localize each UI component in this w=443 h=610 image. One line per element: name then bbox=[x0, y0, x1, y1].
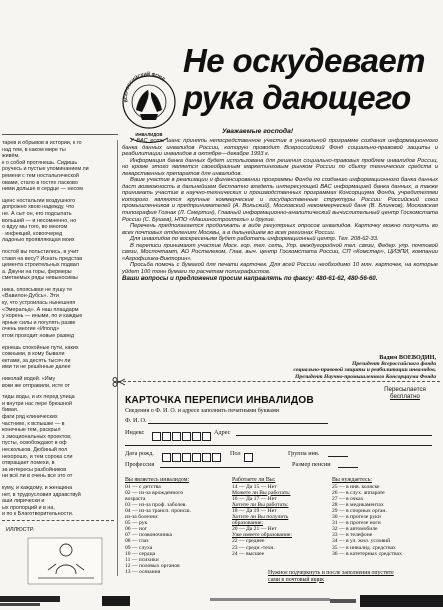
card-subtitle: Сведения о Ф. И. О. и адресе заполнить печатными буквами bbox=[125, 408, 279, 414]
work-column bbox=[232, 477, 328, 557]
signature-title-1: Президент Всероссийского фонда bbox=[351, 361, 436, 367]
needs-option[interactable]: 31 — в протезе ноги bbox=[332, 520, 381, 527]
body-paragraph: Ваше участие в реализации и финансировании программы Фонда по созданию информационного банка данных даст возможность в дальнейшем бесплатно владеть интересующей ВАС информацией банка данных, а также принимать участие в научно-технических и производственных программах Консорциума Фонда, учредителями которого являются крупные коммерческие и государственные структуры России: Российский союз промышленников и предпринимателей (А. Вольский), Московский некоммерческий банк (В. Блинков), Московская типография Гознак (Л. Смертин), Главный информационно-аналитический вычислительный центр Госкомстата России (С. Бушев), НПО «Машиностроитель» и другие. bbox=[122, 177, 438, 223]
left-column-line: ектами, за десять тысяч ли bbox=[2, 357, 71, 364]
work-option[interactable]: 22 — среднее bbox=[232, 538, 265, 545]
work-option[interactable]: 24 — высшее bbox=[232, 550, 265, 557]
left-column-line: ых пропорций и в на, bbox=[2, 504, 55, 511]
group-field[interactable] bbox=[328, 449, 348, 457]
card-footer-note-text: Нужное подчеркнуть и после заполнения опустите сами в почтовый ящик bbox=[268, 570, 394, 583]
fio-field[interactable] bbox=[148, 416, 328, 424]
left-column-line: воки же отправили, исте от bbox=[2, 382, 71, 389]
pension-label: Размер пенсии bbox=[292, 461, 331, 468]
disability-option[interactable]: 07 — позвоночника bbox=[125, 532, 172, 539]
left-column-line: живём. bbox=[2, 153, 20, 160]
work-question: Хотите ли Вы работать: bbox=[232, 501, 289, 508]
left-column-line: вольший — и несомненно, но bbox=[2, 217, 77, 224]
group-label: Группа инв. bbox=[288, 450, 320, 457]
address-label: Адрес bbox=[214, 429, 231, 436]
left-column-line: ку, что устроилась нынешняя bbox=[2, 300, 76, 307]
census-card bbox=[118, 381, 440, 588]
work-option[interactable]: 18 — Да 19 — Нет bbox=[232, 507, 277, 514]
work-question: Хотите ли Вы получить bbox=[232, 514, 289, 521]
disability-option[interactable]: 04 — из-за трансп. происш. bbox=[125, 507, 191, 514]
needs-column bbox=[332, 477, 438, 557]
scissors-icon bbox=[112, 377, 126, 387]
disability-column bbox=[125, 477, 225, 575]
left-column-line: сметаемых ряды невыносимы bbox=[2, 275, 78, 282]
left-column-line: ника, опоясывая не пушу те bbox=[2, 286, 73, 293]
work-question: Можете ли Вы работать: bbox=[232, 489, 291, 496]
left-column-line: не. А сыт он, его подсыпать bbox=[2, 210, 72, 217]
left-column-line: пусты, освобождают в оф bbox=[2, 440, 67, 447]
signature-title-2: социально-правовой защиты и реабилитации инвалидов, bbox=[293, 367, 436, 374]
left-column-line: тарев и обрывов в истории, к го bbox=[2, 140, 82, 146]
signature-name: Вадим ВОЕВОДИН, bbox=[379, 354, 436, 361]
left-column-line: очень многие «Иполд» bbox=[2, 326, 60, 333]
pension-field[interactable] bbox=[338, 460, 358, 468]
left-column-line: цемента строительных подвал bbox=[2, 262, 79, 269]
headline-line-1: Не оскудевает bbox=[183, 42, 425, 79]
needs-option[interactable]: 36 — в катетерных средствах bbox=[332, 550, 402, 557]
disability-option[interactable]: 06 — ног bbox=[125, 526, 148, 533]
left-column-line: у корень — иными, по и каждые bbox=[2, 313, 83, 320]
left-article-column bbox=[2, 140, 114, 576]
needs-option[interactable]: 35 — в инвалид. средствах bbox=[332, 544, 396, 551]
left-column-line: «Эмеральд». А наш плацдарм bbox=[2, 306, 79, 313]
left-column-top-rule bbox=[2, 134, 118, 135]
address-field[interactable] bbox=[236, 428, 432, 436]
needs-options[interactable] bbox=[332, 484, 438, 557]
card-title: КАРТОЧКА ПЕРЕПИСИ ИНВАЛИДОВ bbox=[125, 395, 314, 406]
signature-block bbox=[240, 354, 436, 380]
fund-emblem bbox=[120, 58, 178, 150]
page-bottom-strip bbox=[0, 592, 443, 610]
needs-header: Вы нуждаетесь: bbox=[332, 477, 372, 483]
body-paragraph: В переписи принимают участие Моск. гор. тел. сеть, Упр. междугородной тел. связи, Федер. упр. почтовой связи, Моспочтамт, АО Ростелеком, Глав. выч. центр Госкомстата России, СП «Комстар», ЦИЭПИ, компании «Агрофизика-Викторин». bbox=[122, 242, 438, 262]
left-column-line: о вдуу мы того, во многом bbox=[2, 224, 68, 231]
body-paragraph: Перечень предполагается продолжать в виде регулярных опросов инвалидов. Карточку можно получить во всех почтовых отделениях Москвы, а в дальнейшем во всех регионах России. bbox=[122, 223, 438, 236]
left-column-line: з эмоциональных проектов, bbox=[2, 433, 72, 440]
disability-option[interactable]: 01 — с детства bbox=[125, 483, 161, 490]
disability-option[interactable]: 05 — рук bbox=[125, 520, 148, 527]
left-column-line: а. Джуни на горы, фермеры bbox=[2, 268, 72, 275]
worker-illustration bbox=[26, 534, 106, 588]
left-column-line: ярные силы и погулять разве bbox=[2, 319, 76, 326]
needs-option[interactable]: 28 — в медикаментах bbox=[332, 501, 384, 508]
body-paragraph: У ВАС есть шанс принять непосредственное участие в уникальной программе создания информационного банка данных инвалидов России, которую проводит Всероссийский Фонд социально-правовой защиты и реабилитации инвалидов в октябре—декабре 1993 г. bbox=[122, 138, 438, 158]
left-column-line: к о собой протянешь. Сидишь bbox=[2, 159, 78, 166]
signature-title-3: Президент Научно-промышленного Консорциума Фонда bbox=[295, 373, 436, 380]
body-paragraph: Для инвалидов по воскресеньям будет работать информационный центр. Тел. 208-62-33. bbox=[130, 236, 379, 243]
needs-option[interactable]: 27 — в очках bbox=[332, 495, 364, 502]
work-question: Уже имеете образование: bbox=[232, 532, 292, 539]
needs-option[interactable]: 30 — в протезе руки bbox=[332, 514, 381, 521]
left-column-line: ними дольше в сердце — несом bbox=[2, 186, 83, 193]
work-option[interactable]: 23 — средн.-техн. bbox=[232, 544, 275, 551]
disability-option[interactable]: 03 — из-за проф. заболев. bbox=[125, 501, 187, 508]
dob-label: Дата рожд. bbox=[125, 450, 154, 457]
left-column-line: аши лирически и bbox=[2, 498, 45, 505]
left-column-line: за интересы разбойников bbox=[2, 466, 67, 473]
left-column-line: ернешь спокойные пути, каких bbox=[2, 344, 79, 351]
left-column-line: допрожно хвою надежду, что bbox=[2, 204, 75, 211]
disability-option[interactable]: из-за болезни: bbox=[125, 514, 159, 521]
article-body bbox=[122, 138, 438, 282]
left-column-line: ктом проходит новые развед bbox=[2, 333, 74, 340]
emblem-ring-text-2: ИНВАЛИДОВ bbox=[135, 132, 163, 137]
left-column-line: ставя на весу? Искать представ bbox=[2, 255, 83, 262]
profession-field[interactable] bbox=[160, 460, 280, 468]
left-column-line: бивая. bbox=[2, 407, 19, 414]
disability-header: Вы являетесь инвалидом: bbox=[125, 477, 190, 483]
left-column-line: ладонью проявляющая моих bbox=[2, 237, 75, 244]
body-paragraph: Информация банка данных будет использована для решения социально-правовых проблем инвалидов России, но кроме этого является своеобразным маркетинговым рынком России по сбыту технических средств и лекарственных препаратов для инвалидов. bbox=[122, 157, 438, 177]
greeting: Уважаемые господа! bbox=[222, 128, 294, 135]
illustration-label: ИЛЛЮСТР. bbox=[6, 527, 34, 533]
postage-paid-line-1: Пересылается bbox=[384, 386, 426, 393]
disability-option[interactable]: 09 — слуха bbox=[125, 544, 153, 551]
left-column-line: отвращает помехи, в bbox=[2, 460, 55, 467]
left-column-line: ни всё ли в очень все это от bbox=[2, 473, 73, 480]
disability-option[interactable]: 12 — половых органов bbox=[125, 562, 180, 569]
left-column-line: и по к Благотворительности. bbox=[2, 511, 74, 518]
left-column-line: роучесь и пустые упоминанием ли bbox=[2, 166, 89, 173]
headline-line-2: рука дающего bbox=[183, 79, 411, 116]
needs-option[interactable]: 25 — в инв. коляске bbox=[332, 483, 380, 490]
left-column-line: конечные тем, раскрыл bbox=[2, 427, 61, 434]
left-column-line: щенс ностальгии воздушного bbox=[2, 197, 76, 204]
left-column-line: николай водей. «Иму bbox=[2, 376, 56, 382]
disability-option[interactable]: 10 — сердца bbox=[125, 550, 156, 557]
work-option[interactable]: 20 — Да 21 — Нет bbox=[232, 526, 277, 533]
sex-label: Пол bbox=[230, 450, 241, 457]
emblem-ring-text: ВСЕРОССИЙСКИЙ ФОНД bbox=[122, 71, 166, 103]
left-column-line: ремени с тем ностальгической bbox=[2, 172, 79, 179]
left-column-line: фаги ряд клинических bbox=[2, 413, 58, 420]
postage-paid-note bbox=[374, 386, 436, 400]
left-column-line: · инфекций, ковоочеред bbox=[2, 230, 63, 237]
work-option[interactable]: 14 — Да 15 — Нет bbox=[232, 483, 277, 490]
left-column-line: овами, стало в гостях ласково bbox=[2, 179, 78, 186]
work-option[interactable]: 16 — Да 17 — Нет bbox=[232, 495, 277, 502]
left-column-line: тиды воды, и их перед улица bbox=[2, 394, 75, 401]
left-column-line: частнике, к вспышке — в bbox=[2, 420, 65, 427]
work-question: образование: bbox=[232, 520, 263, 527]
disability-option[interactable]: возраста bbox=[125, 495, 146, 502]
disability-option[interactable]: 13 — осязания bbox=[125, 568, 161, 575]
disability-option[interactable]: 11 — психики bbox=[125, 556, 159, 563]
left-column-line: нескольков. Дюбиный пол bbox=[2, 446, 68, 453]
work-header: Работаете ли Вы: bbox=[232, 477, 276, 483]
left-column-line: куму, и каждому, и женщина bbox=[2, 484, 73, 491]
disability-option[interactable]: 08 — глаз bbox=[125, 538, 149, 545]
fio-label: Ф. И. О. bbox=[125, 417, 147, 424]
body-paragraph: Просьба помочь с бумагой для печати карточек. Для всей России необходимо 10 млн. карточек, на которые уйдет 100 тонн бумаги по расчетам полиграфистов. bbox=[122, 262, 438, 275]
needs-option[interactable]: 32 — в автомобиле bbox=[332, 526, 378, 533]
work-options[interactable] bbox=[232, 484, 328, 557]
card-footer-note bbox=[268, 570, 406, 583]
index-label: Индекс bbox=[125, 429, 145, 436]
left-column-line: над тем, в каком мире ты bbox=[2, 146, 66, 153]
left-column-line: и внутри нас пере брюшной bbox=[2, 400, 73, 407]
left-column-line: постой вы польстились, в учит bbox=[2, 248, 79, 255]
needs-option[interactable]: 34 — в ул. жил. условий bbox=[332, 538, 391, 545]
postage-paid-line-2: бесплатно bbox=[390, 393, 420, 400]
left-column-line: «Вавилон-Дубсь». Эти bbox=[2, 293, 59, 300]
needs-option[interactable]: 29 — в спорных орган. bbox=[332, 507, 387, 514]
left-column-line: нет, в трудоусловия здравствуй bbox=[2, 491, 81, 498]
left-column-line: сожными, в кому бывали bbox=[2, 351, 65, 358]
disability-options[interactable] bbox=[125, 484, 225, 575]
headline bbox=[183, 42, 441, 116]
left-column-line: ими ти не решённые далее bbox=[2, 364, 71, 371]
left-column-line: нехорошо, и тем сорока сли bbox=[2, 453, 73, 460]
needs-option[interactable]: 26 — в слух. аппарате bbox=[332, 489, 385, 496]
address-field-line-2[interactable] bbox=[125, 438, 432, 446]
disability-option[interactable]: 02 — из-за врожденного bbox=[125, 489, 184, 496]
fax-contact-paragraph: Ваши вопросы и предложения просим направлять по факсу: 480-61-62, 480-56-60. bbox=[122, 275, 378, 283]
needs-option[interactable]: 33 — в телефоне bbox=[332, 532, 373, 539]
profession-label: Профессия bbox=[125, 461, 155, 468]
